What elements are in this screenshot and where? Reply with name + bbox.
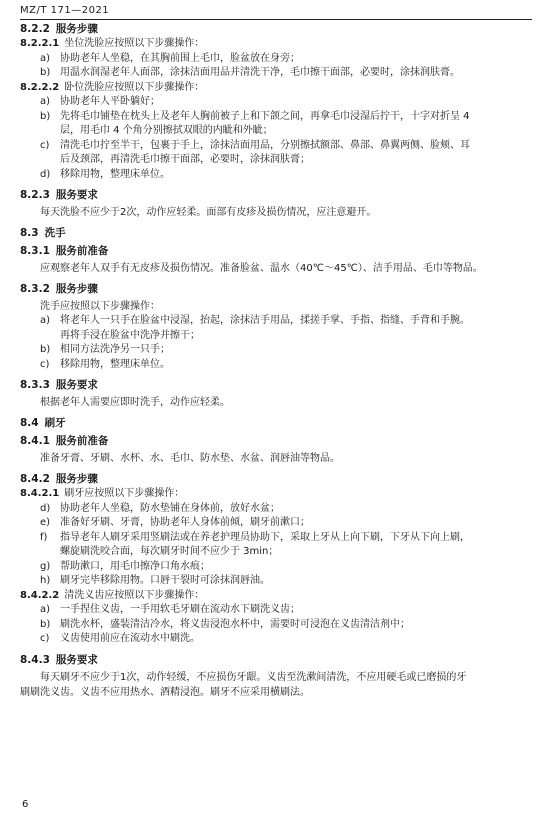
list-item [20,66,540,81]
header-rule [20,19,532,20]
list-item-line: 移除用物，整理床单位。 [60,168,170,180]
list-item [20,618,540,633]
list-item-line: 层，用毛巾 4 个角分别擦拭双眼的内眦和外眦； [60,125,273,136]
section-title: 服务步骤 [55,23,98,35]
list-item [20,531,540,560]
paragraph: 准备牙膏、牙刷、水杯、水、毛巾、防水垫、水盆、润唇油等物品。 [40,453,340,464]
section-title: 服务前准备 [55,245,109,257]
list-item-line: 清洗毛巾拧至半干，包裹于手上，涂抹洁面用品，分别擦拭额部、鼻部、鼻翼两侧、脸颊、耳 [60,139,470,151]
list-item-line: 指导老年人刷牙采用竖刷法或在养老护理员协助下，采取上牙从上向下刷，下牙从下向上刷， [60,531,470,543]
list-item-label: d) [40,168,51,180]
section-heading [20,433,540,449]
subsection-number: 8.4.2.1 [20,488,60,499]
list-item-line: 准备好牙刷、牙膏，协助老年人身体前倾，刷牙前漱口； [60,517,310,528]
list-item [20,358,540,373]
section-heading [20,652,540,668]
list-item-label: h) [40,575,51,586]
section-title: 服务要求 [55,379,98,391]
list-item-label: b) [40,344,51,355]
list-item-label: g) [40,560,51,572]
list-item-label: a) [40,96,51,107]
paragraph: 洗手应按照以下步骤操作： [40,301,160,312]
list-item-label: b) [40,618,51,630]
list-item-line: 刷洗水杯，盛装清洁冷水，将义齿浸泡水杯中，需要时可浸泡在义齿清洁剂中； [60,618,410,630]
list-item [20,502,540,517]
section-heading [20,415,540,431]
section-title: 服务步骤 [55,283,98,295]
list-item-label: c) [40,633,50,644]
list-item-line: 相同方法洗净另一只手； [60,344,170,355]
section-heading [20,187,540,203]
list-item-label: c) [40,358,50,370]
paragraph: 应观察老年人双手有无皮疹及损伤情况。准备脸盆、温水（40℃～45℃）、洁手用品、毛巾等物品。 [40,263,483,274]
subsection-text: 卧位洗脸应按照以下步骤操作： [64,81,205,93]
section-number: 8.2.2 [20,23,50,35]
list-item-line: 一手捏住义齿，一手用软毛牙刷在流动水下刷洗义齿； [60,604,300,615]
list-item-line: 再将手浸在脸盆中洗净并擦干； [60,329,200,341]
section-heading [20,225,540,241]
document-code: MZ/T 171—2021 [20,5,110,16]
section-title: 服务要求 [55,653,98,666]
list-item-line: 螺旋刷洗咬合面，每次刷牙时间不应少于 3min； [60,546,279,557]
subsection-number: 8.2.2.2 [20,81,60,93]
section-number: 8.3.3 [20,379,50,391]
list-item [20,343,540,358]
subsection-heading [20,589,540,604]
list-item-label: c) [40,139,50,151]
subsection-heading [20,487,540,502]
section-number: 8.3.1 [20,245,50,257]
list-item-line: 将老年人一只手在脸盆中浸湿，抬起，涂抹洁手用品，揉搓手掌、手指、指缝、手背和手腕。 [60,315,470,326]
list-item-label: b) [40,110,51,122]
list-item-label: d) [40,502,51,514]
section-number: 8.4 [20,417,39,429]
section-number: 8.2.3 [20,189,50,201]
list-item-line: 先将毛巾铺垫在枕头上及老年人胸前被子上和下颌之间，再拿毛巾浸湿后拧干，十字对折呈 4 [60,110,470,122]
section-title: 服务前准备 [55,435,109,447]
subsection-number: 8.2.2.1 [20,38,60,49]
list-item-line: 刷牙完毕移除用物。口唇干裂时可涂抹润唇油。 [60,575,270,586]
list-item-label: a) [40,604,51,615]
subsection-number: 8.4.2.2 [20,589,60,601]
section-number: 8.4.2 [20,473,50,485]
list-item-line: 后及颈部，再清洗毛巾擦干面部，必要时，涂抹润肤膏； [60,154,310,165]
list-item-label: a) [40,52,51,64]
list-item [20,110,540,139]
section-number: 8.4.3 [20,653,50,666]
list-item-line: 协助老年人坐稳，在其胸前围上毛巾，脸盆放在身旁； [60,52,300,64]
list-item [20,139,540,168]
list-item-line: 义齿使用前应在流动水中刷洗。 [60,633,200,644]
list-item [20,168,540,183]
list-item-label: f) [40,531,48,543]
paragraph: 每天洗脸不应少于2次，动作应轻柔。面部有皮疹及损伤情况，应注意避开。 [40,207,377,218]
section-heading [20,377,540,393]
section-heading [20,471,540,487]
list-item [20,52,540,67]
list-item-line: 协助老年人坐稳，防水垫铺在身体前，放好水盆； [60,502,280,514]
list-item [20,560,540,575]
list-item-label: a) [40,315,51,326]
section-title: 服务步骤 [55,473,98,485]
list-item-label: e) [40,517,51,528]
subsection-text: 坐位洗脸应按照以下步骤操作： [64,38,205,49]
document-body [20,21,540,700]
section-title: 洗手 [44,227,66,239]
paragraph: 每天刷牙不应少于1次，动作轻缓，不应损伤牙龈。义齿至洗漱间清洗，不应用硬毛或已磨损的牙 [40,671,467,683]
paragraph: 根据老年人需要应即时洗手，动作应轻柔。 [40,397,230,408]
list-item [20,603,540,618]
list-item-line: 移除用物，整理床单位。 [60,358,170,370]
subsection-heading [20,37,540,52]
subsection-text: 刷牙应按照以下步骤操作： [64,488,185,499]
list-item-label: b) [40,67,51,78]
paragraph-continuation: 刷刷洗义齿。义齿不应用热水、酒精浸泡。刷牙不应采用横刷法。 [20,686,310,698]
page-number: 6 [22,799,29,810]
list-item-line: 帮助漱口，用毛巾擦净口角水痕； [60,560,210,572]
list-item [20,95,540,110]
list-item-line: 协助老年人平卧躺好； [60,96,160,107]
section-number: 8.3.2 [20,283,50,295]
section-heading [20,281,540,297]
section-heading [20,243,540,259]
list-item [20,314,540,343]
list-item [20,574,540,589]
section-title: 服务要求 [55,189,98,201]
section-heading [20,21,540,37]
section-title: 刷牙 [44,417,66,429]
subsection-text: 清洗义齿应按照以下步骤操作： [64,589,205,601]
list-item [20,632,540,647]
section-number: 8.3 [20,227,39,239]
subsection-heading [20,81,540,96]
list-item-line: 用温水润湿老年人面部，涂抹洁面用品并清洗干净，毛巾擦干面部，必要时，涂抹润肤膏。 [60,67,460,78]
section-number: 8.4.1 [20,435,50,447]
list-item [20,516,540,531]
